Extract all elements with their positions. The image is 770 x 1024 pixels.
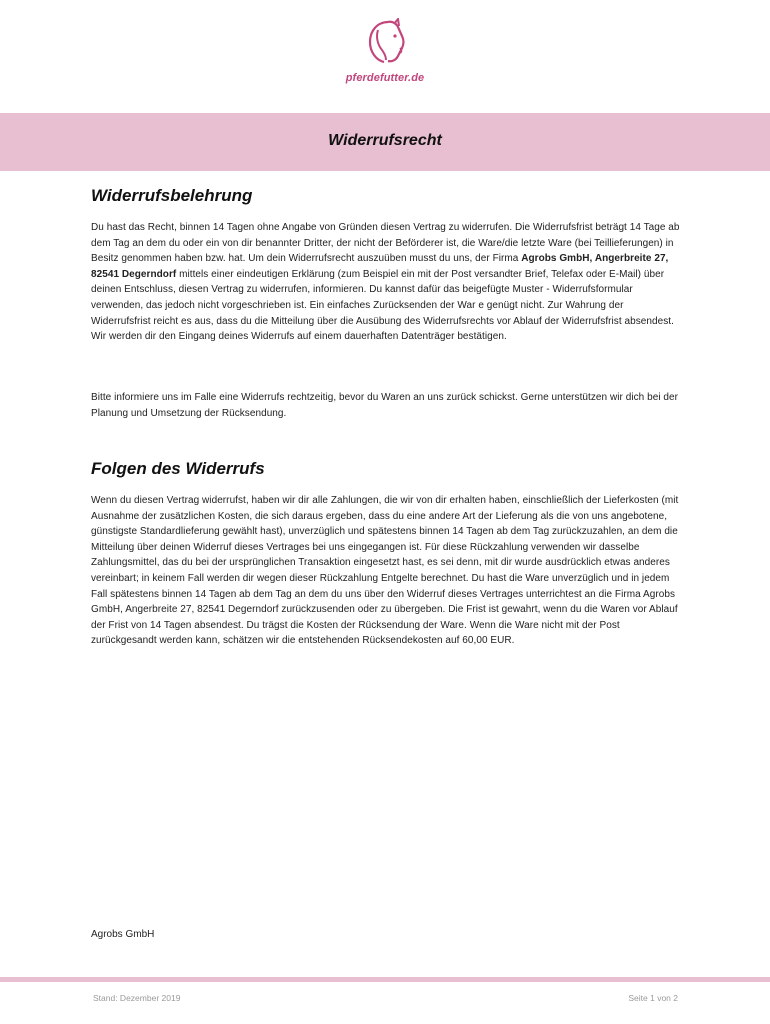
section-heading-widerrufsbelehrung: Widerrufsbelehrung bbox=[91, 186, 253, 205]
company-address: Agrobs GmbH, Angerbreite 27, 82541 Degerndorf bbox=[91, 253, 669, 280]
horse-head-icon bbox=[358, 18, 412, 70]
paragraph-text: mittels einer eindeutigen Erklärung (zum Beispiel ein mit der Post versandter Brief, Telefax oder E-Mail) über deinen Entschluss, diesen Vertrag zu widerrufen, informieren. Du kannst dafür das beigefügte Muster - Widerrufsformular verwenden, das jedoch nicht vorgeschrieben ist. Ein einfaches Zurücksenden der War e genügt nicht. Zur Wahrung der Widerrufsfrist reicht es aus, dass du die Mitteilung über die Ausübung des Widerrufsrechts vor Ablauf der Widerrufsfrist absendest. Wir werden dir den Eingang deines Widerrufs auf einem dauerhaften Datenträger bestätigen. bbox=[91, 268, 674, 343]
paragraph-folgen: Wenn du diesen Vertrag widerrufst, haben wir dir alle Zahlungen, die wir von dir erhalten haben, einschließlich der Lieferkosten (mit Ausnahme der zusätzlichen Kosten, die sich daraus ergeben, dass du eine andere Art der Lieferung als die von uns angebotene, günstigste Standardlieferung gewählt hast), unverzüglich und spätestens binnen 14 Tagen ab dem Tag zurückzuzahlen, an dem die Mitteilung über deinen Widerruf dieses Vertrages bei uns eingegangen ist. Für diese Rückzahlung verwenden wir dasselbe Zahlungsmittel, das du bei der ursprünglichen Transaktion eingesetzt hast, es sei denn, mit dir wurde ausdrücklich etwas anderes vereinbart; in keinem Fall werden dir wegen dieser Rückzahlung Entgelte berechnet. Du hast die Ware unverzüglich und in jedem Fall spätestens binnen 14 Tagen ab dem Tag an dem du uns über den Widerruf dieses Vertrages unterrichtest an die Firma Agrobs GmbH, Angerbreite 27, 82541 Degerndorf zurückzusenden oder zu übergeben. Die Frist ist gewahrt, wenn du die Waren vor Ablauf der Frist von 14 Tagen absendest. Du trägst die Kosten der Rücksendung der Ware. Wenn die Ware nicht mit der Post zurückgesandt werden kann, schätzen wir die entstehenden Rücksendekosten auf 60,00 EUR. bbox=[91, 495, 679, 647]
logo bbox=[0, 14, 770, 94]
company-name: Agrobs GmbH bbox=[91, 929, 155, 940]
paragraph-widerrufsbelehrung bbox=[91, 220, 683, 345]
paragraph-text: Du hast das Recht, binnen 14 Tagen ohne Angabe von Gründen diesen Vertrag zu widerrufen. Die Widerrufsfrist beträgt 14 Tage ab dem Tag an dem du oder ein von dir benannter Dritter, der nicht der Beförderer ist, die Ware/die letzte Ware (bei Teillieferungen) in Besitz genommen haben bzw. hat. Um dein Widerrufsrecht auszuüben musst du uns, der Firma bbox=[91, 222, 680, 265]
footer-page-number: Seite 1 von 2 bbox=[628, 993, 678, 1003]
paragraph-ruecksendung: Bitte informiere uns im Falle eine Widerrufs rechtzeitig, bevor du Waren an uns zurück schickst. Gerne unterstützen wir dich bei der Planung und Umsetzung der Rücksendung. bbox=[91, 392, 679, 419]
section-heading-folgen: Folgen des Widerrufs bbox=[91, 459, 265, 478]
logo-text: pferdefutter.de bbox=[345, 72, 425, 84]
footer-divider bbox=[0, 977, 770, 982]
page-title: Widerrufsrecht bbox=[328, 132, 442, 149]
footer-date: Stand: Dezember 2019 bbox=[93, 993, 181, 1003]
